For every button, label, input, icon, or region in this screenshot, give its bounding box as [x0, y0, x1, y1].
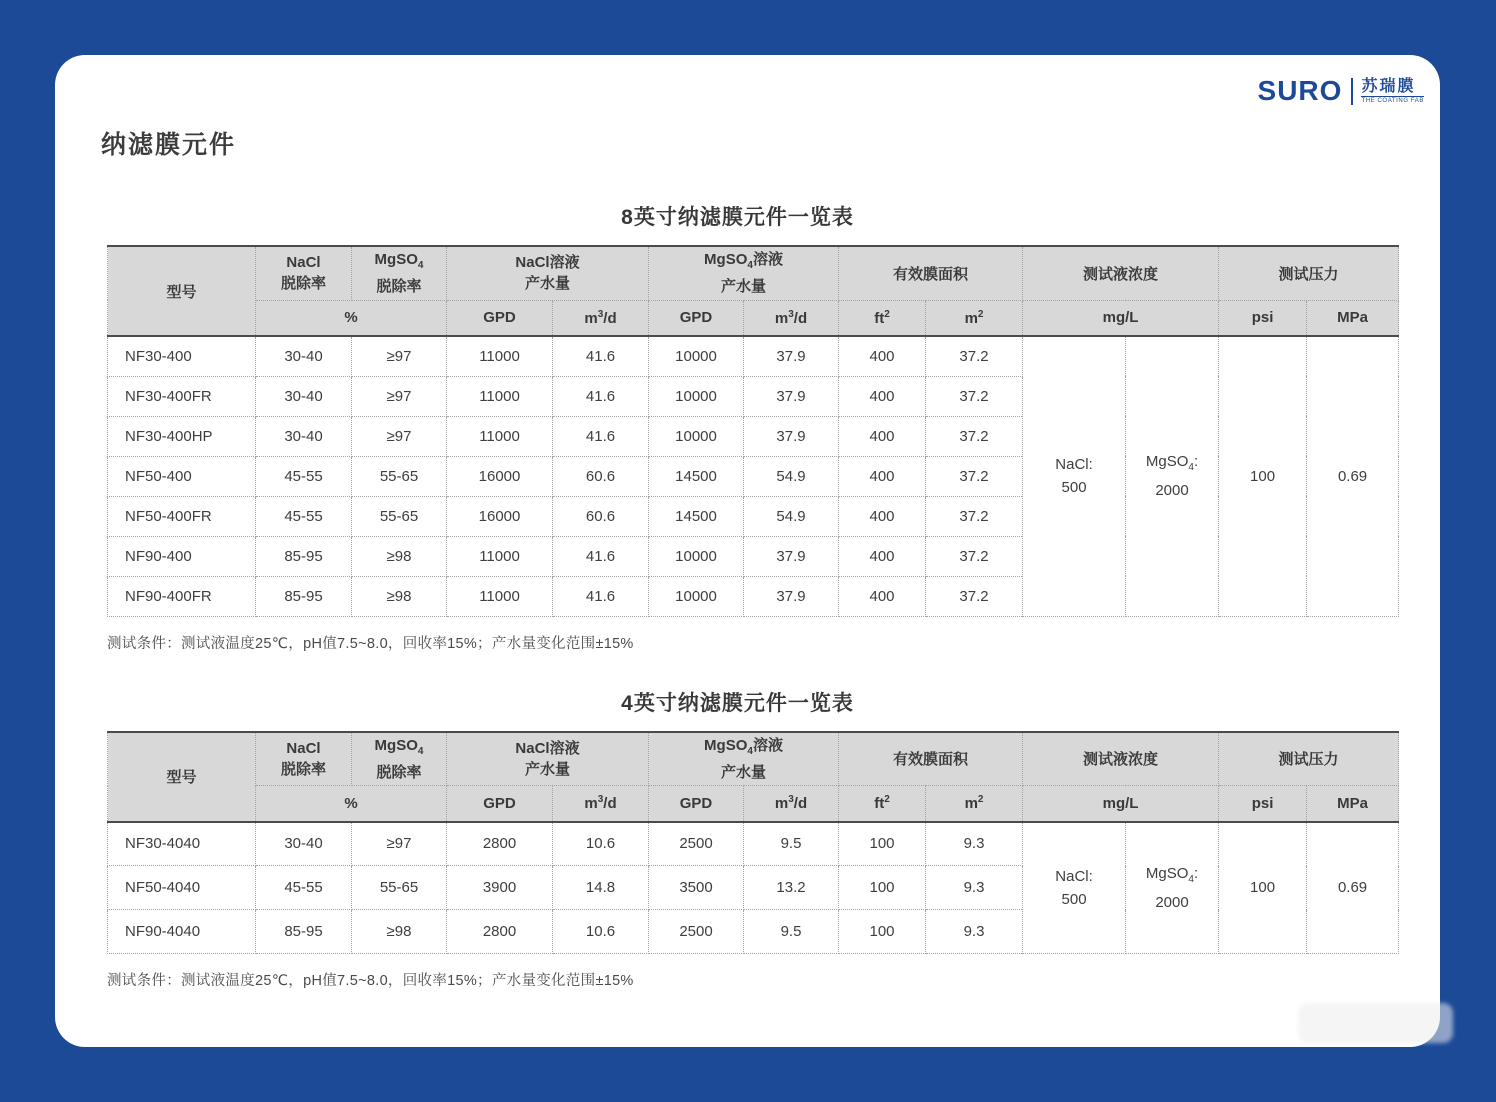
header-unit-psi: psi [1219, 300, 1307, 336]
header-nacl-rejection: NaCl 脱除率 [256, 732, 352, 786]
header-row-2 [108, 300, 1399, 336]
watermark-smudge [1298, 1003, 1453, 1043]
cell-nacl-flow-m3d: 14.8 [553, 866, 649, 910]
cell-mgso4-flow-gpd: 10000 [649, 536, 744, 576]
header-unit-m3d-nacl: $m^3/d$ [553, 300, 649, 336]
cell-mgso4-rejection: 55-65 [352, 866, 447, 910]
cell-nacl-rejection: 85-95 [256, 576, 352, 616]
cell-nacl-flow-m3d: 41.6 [553, 416, 649, 456]
cell-mgso4-flow-m3d: 9.5 [744, 822, 839, 866]
cell-area-m2: 9.3 [926, 866, 1023, 910]
logo-tagline: THE COATING FAB [1361, 98, 1424, 105]
header-model: 型号 [108, 732, 256, 822]
cell-merged-mgso4-concentration: MgSO$_4$: 2000 [1126, 336, 1219, 616]
cell-mgso4-rejection: ≥97 [352, 336, 447, 376]
header-mgso4-solution-flow: MgSO$_4$溶液 产水量 [649, 246, 839, 300]
cell-nacl-flow-gpd: 11000 [447, 416, 553, 456]
cell-nacl-flow-m3d: 41.6 [553, 576, 649, 616]
header-test-pressure: 测试压力 [1219, 732, 1399, 786]
cell-mgso4-flow-m3d: 9.5 [744, 910, 839, 954]
cell-mgso4-flow-gpd: 2500 [649, 822, 744, 866]
cell-area-m2: 9.3 [926, 822, 1023, 866]
cell-mgso4-flow-m3d: 54.9 [744, 456, 839, 496]
header-unit-gpd-nacl: GPD [447, 786, 553, 822]
cell-nacl-flow-gpd: 11000 [447, 576, 553, 616]
logo [1258, 77, 1424, 105]
cell-nacl-flow-gpd: 11000 [447, 336, 553, 376]
cell-area-m2: 37.2 [926, 576, 1023, 616]
header-nacl-solution-flow: NaCl溶液 产水量 [447, 732, 649, 786]
cell-nacl-flow-gpd: 11000 [447, 536, 553, 576]
cell-nacl-flow-gpd: 2800 [447, 910, 553, 954]
header-unit-gpd-mgso4: GPD [649, 786, 744, 822]
cell-area-ft2: 100 [839, 822, 926, 866]
cell-mgso4-flow-m3d: 37.9 [744, 416, 839, 456]
cell-nacl-flow-m3d: 60.6 [553, 456, 649, 496]
table-4inch-body [108, 822, 1399, 954]
cell-nacl-rejection: 85-95 [256, 910, 352, 954]
cell-area-ft2: 400 [839, 376, 926, 416]
header-unit-percent: % [256, 300, 447, 336]
table-row [108, 336, 1399, 376]
cell-mgso4-rejection: ≥98 [352, 576, 447, 616]
table-4inch [107, 731, 1399, 955]
cell-nacl-rejection: 30-40 [256, 336, 352, 376]
cell-area-m2: 37.2 [926, 336, 1023, 376]
cell-mgso4-flow-gpd: 10000 [649, 376, 744, 416]
header-membrane-area: 有效膜面积 [839, 246, 1023, 300]
header-mgso4-solution-flow: MgSO$_4$溶液 产水量 [649, 732, 839, 786]
cell-nacl-flow-m3d: 60.6 [553, 496, 649, 536]
logo-brand-text: SURO [1257, 75, 1343, 106]
header-unit-percent: % [256, 786, 447, 822]
cell-nacl-flow-gpd: 16000 [447, 456, 553, 496]
cell-nacl-rejection: 45-55 [256, 496, 352, 536]
header-test-concentration: 测试液浓度 [1023, 246, 1219, 300]
cell-mgso4-flow-gpd: 10000 [649, 336, 744, 376]
content-area [55, 201, 1440, 990]
cell-mgso4-flow-m3d: 54.9 [744, 496, 839, 536]
header-unit-mpa: MPa [1307, 300, 1399, 336]
cell-nacl-flow-m3d: 41.6 [553, 376, 649, 416]
cell-merged-nacl-concentration: NaCl: 500 [1023, 336, 1126, 616]
cell-nacl-flow-m3d: 41.6 [553, 536, 649, 576]
table-8inch-header [108, 246, 1399, 336]
cell-mgso4-rejection: 55-65 [352, 496, 447, 536]
table-title-8inch: 8英寸纳滤膜元件一览表 [621, 206, 854, 229]
table-row [108, 822, 1399, 866]
table-8inch [107, 245, 1399, 617]
header-unit-ft2: $ft^2$ [839, 786, 926, 822]
cell-nacl-rejection: 30-40 [256, 376, 352, 416]
header-nacl-rejection: NaCl 脱除率 [256, 246, 352, 300]
cell-area-ft2: 400 [839, 496, 926, 536]
cell-mgso4-flow-gpd: 14500 [649, 456, 744, 496]
cell-area-m2: 9.3 [926, 910, 1023, 954]
cell-mgso4-flow-gpd: 14500 [649, 496, 744, 536]
cell-nacl-rejection: 30-40 [256, 416, 352, 456]
header-unit-m3d-mgso4: $m^3/d$ [744, 300, 839, 336]
header-unit-psi: psi [1219, 786, 1307, 822]
header-row-2 [108, 786, 1399, 822]
cell-mgso4-flow-m3d: 37.9 [744, 376, 839, 416]
cell-area-ft2: 400 [839, 536, 926, 576]
cell-mgso4-flow-m3d: 37.9 [744, 536, 839, 576]
cell-nacl-rejection: 45-55 [256, 456, 352, 496]
header-row-1 [108, 246, 1399, 300]
cell-nacl-flow-gpd: 11000 [447, 376, 553, 416]
cell-mgso4-rejection: ≥98 [352, 910, 447, 954]
table-4inch-header [108, 732, 1399, 822]
logo-chinese-name: 苏瑞膜 [1361, 77, 1416, 95]
cell-merged-mpa: 0.69 [1307, 336, 1399, 616]
cell-area-m2: 37.2 [926, 456, 1023, 496]
header-test-concentration: 测试液浓度 [1023, 732, 1219, 786]
cell-merged-mgso4-concentration: MgSO$_4$: 2000 [1126, 822, 1219, 954]
header-unit-m3d-nacl: $m^3/d$ [553, 786, 649, 822]
cell-nacl-flow-m3d: 10.6 [553, 822, 649, 866]
table-8inch-body [108, 336, 1399, 616]
cell-nacl-flow-gpd: 16000 [447, 496, 553, 536]
cell-model: NF50-400FR [108, 496, 256, 536]
cell-area-m2: 37.2 [926, 536, 1023, 576]
cell-model: NF90-400 [108, 536, 256, 576]
cell-mgso4-rejection: ≥98 [352, 536, 447, 576]
header-membrane-area: 有效膜面积 [839, 732, 1023, 786]
cell-nacl-flow-gpd: 3900 [447, 866, 553, 910]
header-unit-m2: $m^2$ [926, 786, 1023, 822]
cell-mgso4-flow-gpd: 2500 [649, 910, 744, 954]
cell-area-m2: 37.2 [926, 416, 1023, 456]
cell-nacl-rejection: 30-40 [256, 822, 352, 866]
cell-nacl-rejection: 85-95 [256, 536, 352, 576]
cell-nacl-rejection: 45-55 [256, 866, 352, 910]
cell-mgso4-rejection: ≥97 [352, 416, 447, 456]
cell-mgso4-flow-gpd: 10000 [649, 576, 744, 616]
test-conditions-note-4inch: 测试条件：测试液温度25℃，pH值7.5~8.0，回收率15%；产水量变化范围±15% [107, 973, 634, 989]
cell-area-ft2: 400 [839, 336, 926, 376]
cell-mgso4-flow-m3d: 13.2 [744, 866, 839, 910]
cell-area-ft2: 400 [839, 456, 926, 496]
cell-model: NF50-400 [108, 456, 256, 496]
cell-area-m2: 37.2 [926, 376, 1023, 416]
cell-model: NF90-4040 [108, 910, 256, 954]
cell-mgso4-rejection: 55-65 [352, 456, 447, 496]
cell-nacl-flow-gpd: 2800 [447, 822, 553, 866]
header-unit-gpd-mgso4: GPD [649, 300, 744, 336]
header-mgso4-rejection: MgSO$_4$ 脱除率 [352, 246, 447, 300]
header-unit-gpd-nacl: GPD [447, 300, 553, 336]
header-test-pressure: 测试压力 [1219, 246, 1399, 300]
header-unit-m2: $m^2$ [926, 300, 1023, 336]
cell-model: NF30-400 [108, 336, 256, 376]
content-card [55, 55, 1440, 1047]
cell-mgso4-flow-m3d: 37.9 [744, 576, 839, 616]
cell-area-ft2: 100 [839, 910, 926, 954]
cell-area-ft2: 100 [839, 866, 926, 910]
header-nacl-solution-flow: NaCl溶液 产水量 [447, 246, 649, 300]
table-title-4inch: 4英寸纳滤膜元件一览表 [621, 691, 854, 715]
cell-area-m2: 37.2 [926, 496, 1023, 536]
header-row-1 [108, 732, 1399, 786]
header-unit-mgl: mg/L [1023, 300, 1219, 336]
cell-model: NF90-400FR [108, 576, 256, 616]
cell-merged-mpa: 0.69 [1307, 822, 1399, 954]
cell-merged-psi: 100 [1219, 336, 1307, 616]
logo-separator [1351, 78, 1353, 105]
test-conditions-note-8inch: 测试条件：测试液温度25℃，pH值7.5~8.0，回收率15%；产水量变化范围±15% [107, 635, 634, 652]
cell-mgso4-flow-m3d: 37.9 [744, 336, 839, 376]
cell-model: NF50-4040 [108, 866, 256, 910]
header-unit-m3d-mgso4: $m^3/d$ [744, 786, 839, 822]
header-model: 型号 [108, 246, 256, 336]
cell-area-ft2: 400 [839, 416, 926, 456]
cell-model: NF30-400HP [108, 416, 256, 456]
cell-model: NF30-4040 [108, 822, 256, 866]
header-unit-ft2: $ft^2$ [839, 300, 926, 336]
logo-right-block [1361, 78, 1424, 105]
cell-mgso4-flow-gpd: 10000 [649, 416, 744, 456]
header-mgso4-rejection: MgSO$_4$ 脱除率 [352, 732, 447, 786]
cell-merged-nacl-concentration: NaCl: 500 [1023, 822, 1126, 954]
cell-area-ft2: 400 [839, 576, 926, 616]
cell-merged-psi: 100 [1219, 822, 1307, 954]
cell-nacl-flow-m3d: 10.6 [553, 910, 649, 954]
cell-mgso4-flow-gpd: 3500 [649, 866, 744, 910]
cell-mgso4-rejection: ≥97 [352, 376, 447, 416]
cell-nacl-flow-m3d: 41.6 [553, 336, 649, 376]
header-unit-mpa: MPa [1307, 786, 1399, 822]
cell-mgso4-rejection: ≥97 [352, 822, 447, 866]
header-unit-mgl: mg/L [1023, 786, 1219, 822]
page-title: 纳滤膜元件 [101, 131, 237, 159]
cell-model: NF30-400FR [108, 376, 256, 416]
